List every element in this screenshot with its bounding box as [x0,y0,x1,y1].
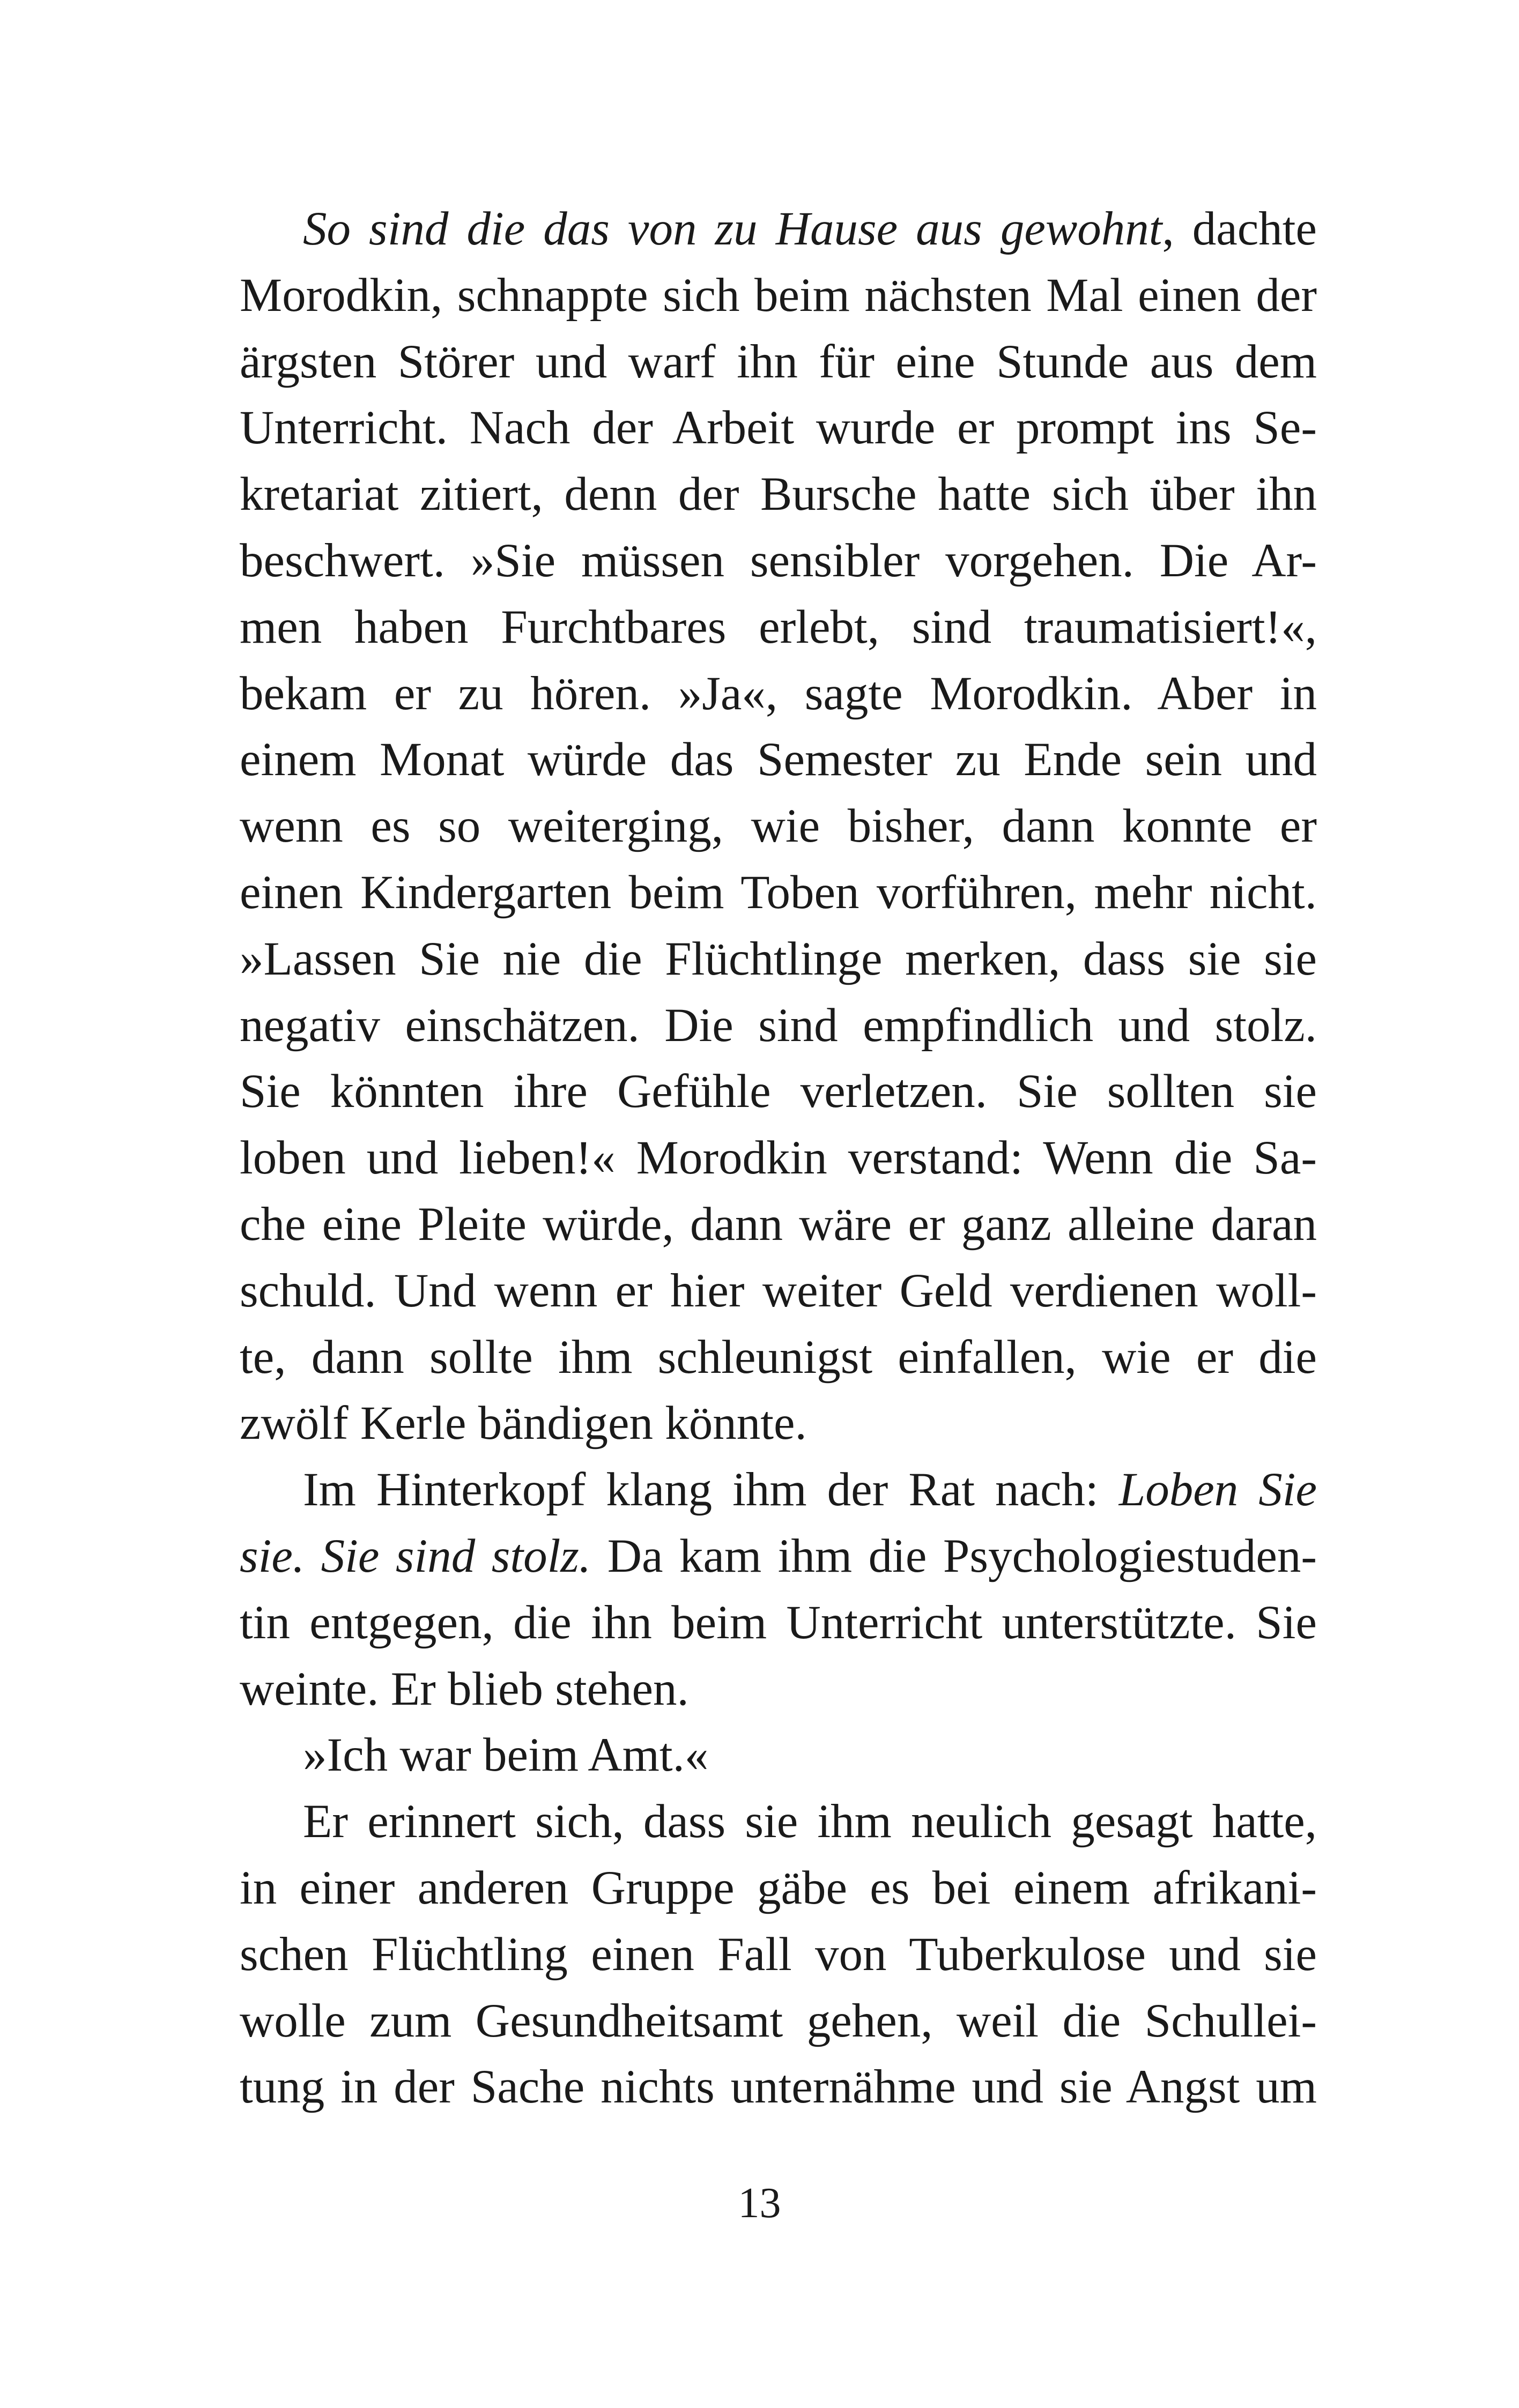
text-segment: beschwert. »Sie müssen sensibler vorgehen. Die Ar- [240,534,1317,587]
text-segment: loben und lieben!« Morodkin verstand: Wenn die Sa- [240,1132,1317,1185]
text-line [240,926,1317,993]
text-segment: zwölf Kerle bändigen könnte. [240,1397,807,1450]
text-line [240,993,1317,1059]
text-segment: kretariat zitiert, denn der Bursche hatte sich über ihn [240,468,1317,521]
text-segment: ärgsten Störer und warf ihn für eine Stunde aus dem [240,335,1317,388]
text-line [240,196,1317,263]
text-segment: te, dann sollte ihm schleunigst einfallen, wie er die [240,1331,1317,1384]
text-line [240,661,1317,727]
text-segment: einem Monat würde das Semester zu Ende sein und [240,733,1317,786]
text-segment: weinte. Er blieb stehen. [240,1662,689,1715]
text-line [240,1258,1317,1325]
text-segment: Sie könnten ihre Gefühle verletzen. Sie sollten sie [240,1065,1317,1118]
text-segment: men haben Furchtbares erlebt, sind traumatisiert!«, [240,600,1317,653]
italic-text-segment: Loben Sie [1118,1463,1317,1517]
italic-text-segment: So sind die das von zu Hause aus gewohnt [303,203,1162,255]
text-segment: , dachte [1162,203,1317,255]
text-line [240,860,1317,926]
text-line [240,395,1317,462]
text-segment: Unterricht. Nach der Arbeit wurde er prompt ins Se- [240,402,1317,455]
text-segment: wolle zum Gesundheitsamt gehen, weil die Schullei- [240,1994,1317,2047]
text-line [240,793,1317,860]
text-segment: in einer anderen Gruppe gäbe es bei einem afrikani- [240,1861,1317,1914]
text-segment: »Lassen Sie nie die Flüchtlinge merken, dass sie sie [240,932,1317,985]
text-line [240,263,1317,329]
text-line [240,1590,1317,1656]
text-line [240,1125,1317,1192]
text-segment: schen Flüchtling einen Fall von Tuberkulose und sie [240,1928,1317,1981]
text-line [240,1789,1317,1855]
text-line [240,1391,1317,1457]
text-line [240,1059,1317,1125]
text-line [240,1192,1317,1258]
text-segment: bekam er zu hören. »Ja«, sagte Morodkin. Aber in [240,667,1317,720]
text-line [240,1523,1317,1590]
text-line [240,329,1317,396]
text-segment: einen Kindergarten beim Toben vorführen, mehr nicht. [240,866,1317,919]
text-line [240,1325,1317,1391]
text-line [240,1922,1317,1988]
text-line [240,462,1317,528]
page-number: 13 [738,2180,781,2227]
text-line [240,1988,1317,2055]
text-segment: Da kam ihm die Psychologiestuden- [591,1529,1317,1582]
text-segment: negativ einschätzen. Die sind empfindlich und stolz. [240,999,1317,1052]
text-segment: che eine Pleite würde, dann wäre er ganz alleine daran [240,1198,1317,1251]
text-segment: wenn es so weiterging, wie bisher, dann konnte er [240,800,1317,853]
text-segment: Morodkin, schnappte sich beim nächsten Mal einen der [240,269,1317,322]
text-line [240,727,1317,793]
italic-text-segment: sie. Sie sind stolz. [240,1529,591,1582]
text-line [240,1656,1317,1723]
text-segment: schuld. Und wenn er hier weiter Geld verdienen woll- [240,1264,1317,1317]
text-line [240,1457,1317,1523]
text-line [240,528,1317,594]
text-segment: Im Hinterkopf klang ihm der Rat nach: [303,1463,1119,1517]
text-line [240,594,1317,661]
text-segment: »Ich war beim Amt.« [303,1729,709,1782]
text-line [240,1855,1317,1922]
text-segment: tung in der Sache nichts unternähme und sie Angst um [240,2061,1317,2114]
text-segment: tin entgegen, die ihn beim Unterricht unterstützte. Sie [240,1596,1317,1649]
text-segment: Er erinnert sich, dass sie ihm neulich gesagt hatte, [303,1795,1317,1848]
text-line [240,2054,1317,2121]
text-line [240,1722,1317,1789]
body-text [240,196,1317,2121]
